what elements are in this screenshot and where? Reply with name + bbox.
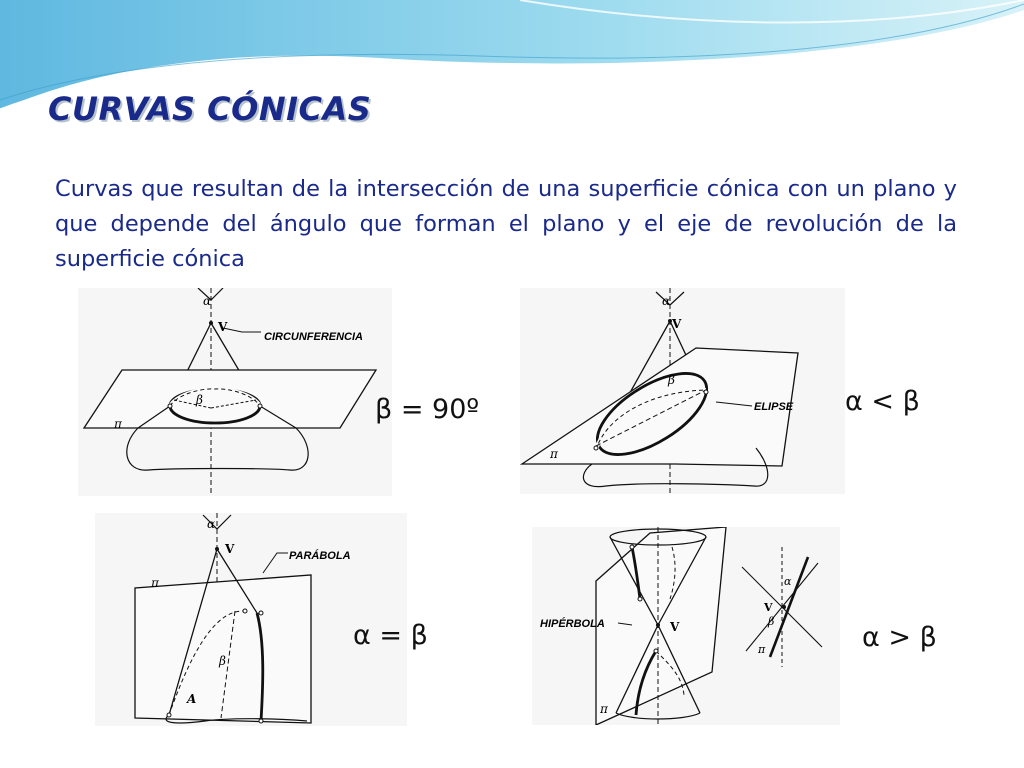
beta-mark: β <box>219 654 226 668</box>
relation-hyperbola: α > β <box>862 622 937 653</box>
plane-mark: π <box>550 447 558 461</box>
curve-label-circumference: CIRCUNFERENCIA <box>264 331 363 343</box>
intro-paragraph: Curvas que resultan de la intersección de una superficie cónica con un plano y que depende del ángulo que forman el plano y el eje de revolución de la superficie cónica <box>55 176 957 272</box>
inset-alpha-mark: α <box>784 575 792 588</box>
inset-vertex-mark: V <box>764 601 773 614</box>
alpha-mark: α <box>662 294 671 308</box>
plane-mark: π <box>600 702 608 716</box>
vertex-mark: V <box>218 320 228 334</box>
beta-mark: β <box>668 373 675 387</box>
curve-label-parabola: PARÁBOLA <box>289 550 351 562</box>
slide-title: CURVAS CÓNICAS <box>48 90 372 128</box>
alpha-mark: α <box>207 517 216 531</box>
relation-ellipse: α < β <box>845 386 920 417</box>
hyperbola-section-figure <box>532 527 840 725</box>
inset-plane-mark: π <box>758 643 766 656</box>
curve-label-ellipse: ELIPSE <box>754 401 794 413</box>
plane-mark: π <box>114 417 122 431</box>
vertex-mark: V <box>225 542 235 556</box>
alpha-mark: α <box>203 294 212 308</box>
relation-circle: β = 90º <box>375 394 480 425</box>
curve-label-hyperbola: HIPÉRBOLA <box>540 618 605 630</box>
vertex-mark: V <box>672 317 682 331</box>
circle-section-figure <box>78 288 392 496</box>
relation-parabola: α = β <box>353 620 428 651</box>
ellipse-section-figure <box>520 288 845 494</box>
inset-beta-mark: β <box>768 615 775 628</box>
plane-mark: π <box>151 576 159 590</box>
beta-mark: β <box>196 393 203 407</box>
point-a-mark: A <box>187 692 197 706</box>
vertex-mark: V <box>670 620 680 634</box>
